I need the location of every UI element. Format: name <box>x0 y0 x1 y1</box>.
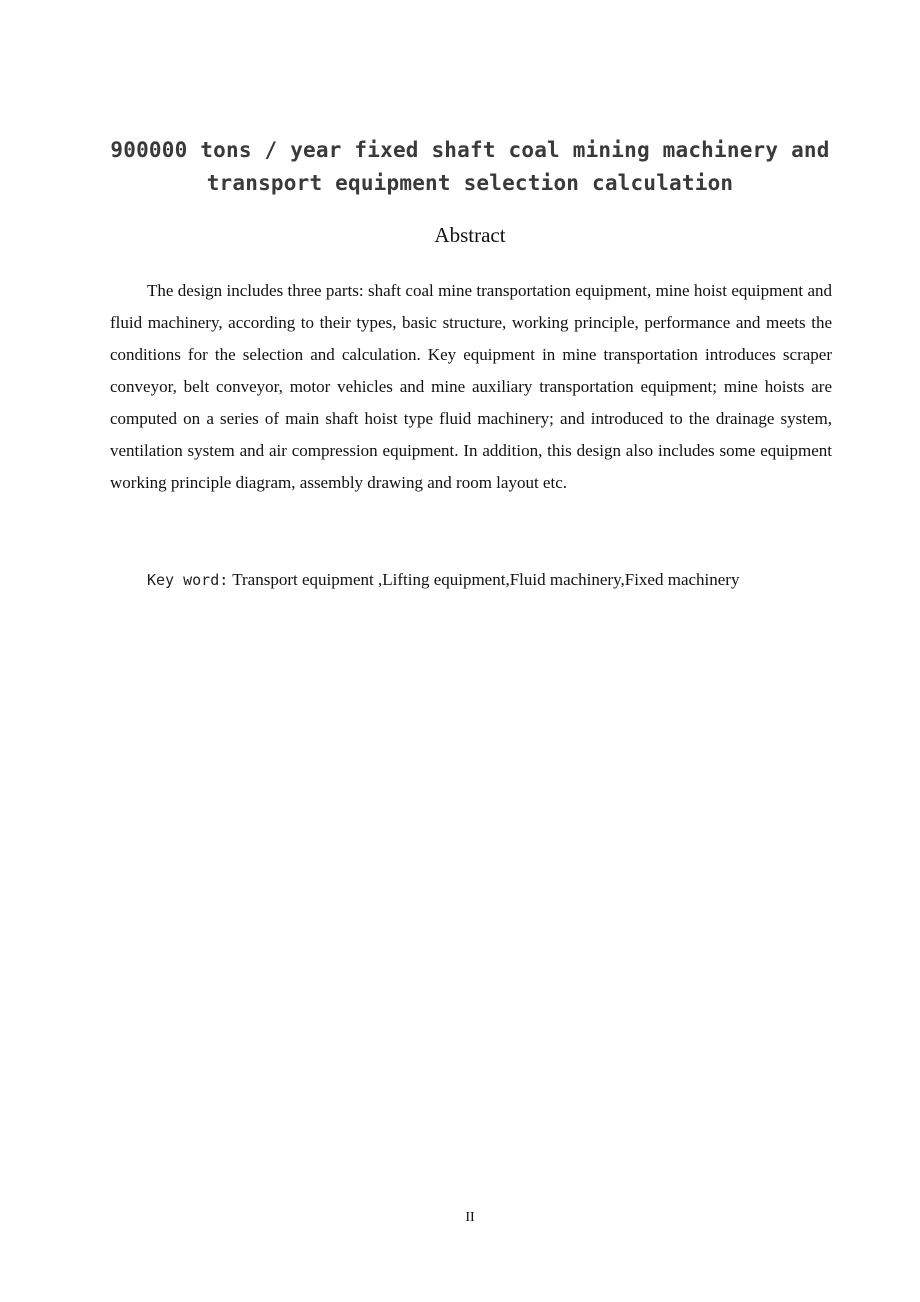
abstract-paragraph: The design includes three parts: shaft coal mine transportation equipment, mine hoist equipment and fluid machinery, according to their types, basic structure, working principle, performance and meets the conditions for the selection and calculation. Key equipment in mine transportation introduces scraper conveyor, belt conveyor, motor vehicles and mine auxiliary transportation equipment; mine hoists are computed on a series of main shaft hoist type fluid machinery; and introduced to the drainage system, ventilation system and air compression equipment. In addition, this design also includes some equipment working principle diagram, assembly drawing and room layout etc. <box>110 281 832 492</box>
page-number: II <box>465 1210 475 1225</box>
keywords-value: Transport equipment ,Lifting equipment,Fluid machinery,Fixed machinery <box>228 570 740 589</box>
keywords-label: Key word: <box>147 571 229 589</box>
abstract-heading: Abstract <box>434 223 506 247</box>
title-line-2: transport equipment selection calculation <box>206 171 734 195</box>
keywords-line <box>147 566 847 594</box>
title-line-1: 900000 tons / year fixed shaft coal mining machinery and <box>110 138 830 162</box>
document-title <box>60 134 880 200</box>
